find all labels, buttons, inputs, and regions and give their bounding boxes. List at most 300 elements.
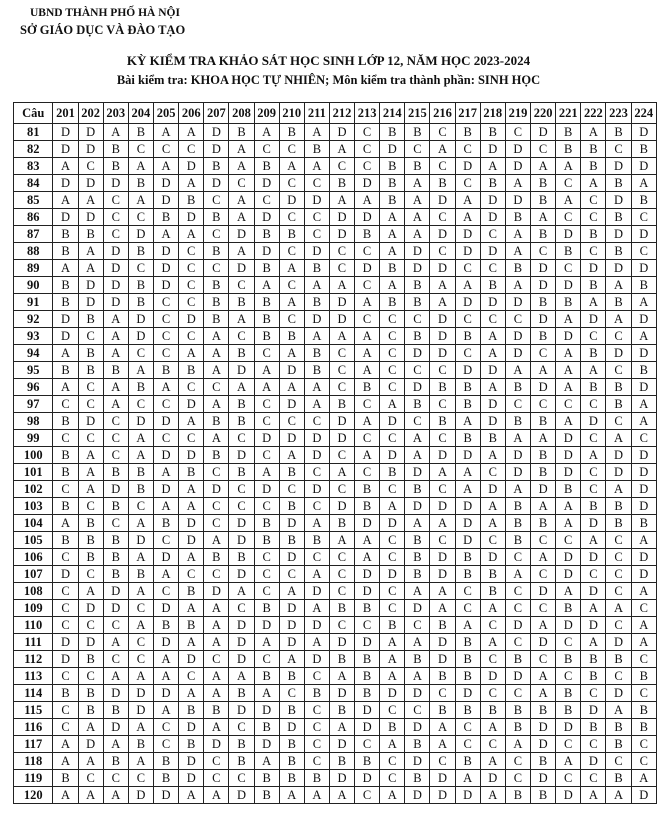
answer-cell: A (128, 158, 153, 175)
answer-cell: B (154, 209, 179, 226)
answer-cell: B (531, 192, 556, 209)
answer-cell: C (154, 719, 179, 736)
answer-cell: A (355, 362, 380, 379)
answer-cell: B (154, 362, 179, 379)
answer-cell: D (505, 447, 530, 464)
answer-cell: C (229, 430, 254, 447)
answer-cell: A (556, 413, 581, 430)
answer-cell: C (78, 566, 103, 583)
answer-cell: B (78, 362, 103, 379)
answer-cell: A (204, 328, 229, 345)
answer-cell: A (480, 328, 505, 345)
answer-cell: D (304, 583, 329, 600)
answer-cell: D (531, 583, 556, 600)
answer-cell: D (279, 719, 304, 736)
answer-cell: D (154, 175, 179, 192)
answer-cell: D (78, 124, 103, 141)
answer-cell: D (204, 124, 229, 141)
answer-cell: A (480, 447, 505, 464)
answer-cell: B (254, 600, 279, 617)
answer-cell: B (229, 464, 254, 481)
answer-cell: A (505, 430, 530, 447)
answer-cell: D (430, 345, 455, 362)
answer-cell: D (154, 600, 179, 617)
answer-cell: D (329, 430, 354, 447)
answer-cell: B (254, 328, 279, 345)
answer-cell: A (78, 464, 103, 481)
answer-cell: A (631, 175, 656, 192)
answer-cell: D (304, 447, 329, 464)
answer-cell: D (53, 175, 78, 192)
answer-cell: C (405, 311, 430, 328)
answer-cell: C (606, 566, 631, 583)
answer-cell: A (380, 634, 405, 651)
answer-cell: A (455, 192, 480, 209)
answer-cell: A (128, 668, 153, 685)
answer-cell: B (329, 702, 354, 719)
answer-cell: C (455, 600, 480, 617)
answer-cell: B (103, 549, 128, 566)
answer-cell: B (405, 651, 430, 668)
exam-code-header: 212 (329, 103, 354, 124)
answer-cell: B (531, 413, 556, 430)
answer-cell: A (531, 617, 556, 634)
answer-cell: D (581, 549, 606, 566)
answer-cell: B (53, 362, 78, 379)
answer-cell: C (455, 719, 480, 736)
answer-cell: A (53, 736, 78, 753)
answer-cell: C (380, 362, 405, 379)
answer-cell: C (329, 158, 354, 175)
answer-cell: D (128, 532, 153, 549)
answer-cell: C (78, 158, 103, 175)
answer-cell: B (631, 362, 656, 379)
answer-cell: B (279, 736, 304, 753)
answer-cell: D (279, 634, 304, 651)
answer-cell: B (581, 719, 606, 736)
answer-cell: B (254, 226, 279, 243)
answer-cell: A (179, 124, 204, 141)
answer-cell: B (581, 226, 606, 243)
answer-cell: C (355, 124, 380, 141)
answer-cell: D (556, 226, 581, 243)
answer-cell: D (254, 175, 279, 192)
answer-cell: A (53, 787, 78, 804)
answer-cell: C (204, 651, 229, 668)
answer-cell: B (505, 498, 530, 515)
answer-cell: C (505, 549, 530, 566)
answer-cell: B (531, 328, 556, 345)
answer-cell: B (606, 294, 631, 311)
answer-cell: A (254, 464, 279, 481)
answer-cell: B (53, 685, 78, 702)
answer-cell: D (279, 430, 304, 447)
answer-cell: C (179, 277, 204, 294)
answer-cell: D (581, 753, 606, 770)
answer-cell: C (480, 311, 505, 328)
answer-cell: C (304, 702, 329, 719)
answer-cell: D (581, 702, 606, 719)
answer-cell: B (505, 702, 530, 719)
answer-cell: A (179, 175, 204, 192)
answer-cell: D (631, 549, 656, 566)
answer-cell: B (531, 753, 556, 770)
table-row (14, 481, 657, 498)
answer-cell: D (455, 787, 480, 804)
answer-cell: B (254, 515, 279, 532)
answer-cell: C (53, 668, 78, 685)
answer-cell: D (430, 549, 455, 566)
answer-cell: C (556, 668, 581, 685)
answer-cell: C (531, 600, 556, 617)
answer-cell: A (204, 600, 229, 617)
answer-cell: D (455, 498, 480, 515)
question-number: 101 (14, 464, 53, 481)
answer-cell: A (355, 192, 380, 209)
answer-cell: A (179, 787, 204, 804)
answer-cell: A (154, 651, 179, 668)
answer-cell: D (405, 685, 430, 702)
answer-cell: D (154, 447, 179, 464)
answer-cell: D (254, 481, 279, 498)
answer-cell: D (355, 583, 380, 600)
answer-cell: A (631, 396, 656, 413)
answer-cell: A (329, 464, 354, 481)
answer-cell: A (229, 379, 254, 396)
answer-cell: D (254, 617, 279, 634)
answer-cell: B (480, 583, 505, 600)
answer-cell: D (229, 362, 254, 379)
answer-cell: D (355, 209, 380, 226)
answer-cell: D (581, 515, 606, 532)
answer-cell: A (631, 413, 656, 430)
table-row (14, 464, 657, 481)
answer-cell: A (380, 243, 405, 260)
answer-cell: D (179, 515, 204, 532)
answer-cell: B (455, 566, 480, 583)
answer-cell: A (179, 634, 204, 651)
answer-cell: D (430, 566, 455, 583)
exam-code-header: 224 (631, 103, 656, 124)
answer-cell: A (606, 600, 631, 617)
answer-cell: C (606, 328, 631, 345)
exam-code-header: 213 (355, 103, 380, 124)
answer-cell: B (556, 651, 581, 668)
answer-cell: A (556, 498, 581, 515)
answer-cell: D (631, 158, 656, 175)
answer-cell: A (53, 260, 78, 277)
answer-cell: A (128, 430, 153, 447)
answer-cell: C (128, 600, 153, 617)
answer-cell: A (103, 345, 128, 362)
answer-cell: D (128, 685, 153, 702)
answer-cell: C (304, 464, 329, 481)
answer-cell: D (606, 447, 631, 464)
answer-cell: A (204, 430, 229, 447)
answer-cell: A (380, 209, 405, 226)
answer-cell: C (355, 430, 380, 447)
answer-cell: A (179, 345, 204, 362)
answer-cell: A (279, 158, 304, 175)
answer-cell: A (229, 192, 254, 209)
answer-cell: B (154, 515, 179, 532)
answer-cell: D (355, 175, 380, 192)
answer-cell: C (329, 345, 354, 362)
answer-cell: A (531, 158, 556, 175)
answer-cell: B (480, 175, 505, 192)
answer-cell: A (78, 583, 103, 600)
answer-cell: C (254, 396, 279, 413)
answer-cell: C (304, 668, 329, 685)
answer-cell: D (329, 634, 354, 651)
answer-cell: B (204, 447, 229, 464)
question-number: 111 (14, 634, 53, 651)
answer-cell: D (279, 192, 304, 209)
question-number: 89 (14, 260, 53, 277)
answer-cell: B (128, 736, 153, 753)
answer-cell: A (304, 600, 329, 617)
answer-cell: A (254, 634, 279, 651)
question-number: 83 (14, 158, 53, 175)
answer-cell: A (380, 498, 405, 515)
answer-cell: B (179, 583, 204, 600)
answer-cell: C (254, 583, 279, 600)
answer-cell: B (606, 736, 631, 753)
answer-cell: A (405, 447, 430, 464)
answer-cell: D (455, 362, 480, 379)
answer-cell: C (581, 566, 606, 583)
answer-cell: A (53, 345, 78, 362)
answer-cell: C (531, 566, 556, 583)
answer-cell: D (556, 719, 581, 736)
question-number: 117 (14, 736, 53, 753)
exam-code-header: 205 (154, 103, 179, 124)
answer-cell: D (355, 634, 380, 651)
answer-cell: C (179, 430, 204, 447)
answer-cell: A (405, 175, 430, 192)
answer-cell: A (531, 498, 556, 515)
answer-cell: B (204, 277, 229, 294)
answer-cell: B (405, 294, 430, 311)
question-column-header: Câu (14, 103, 53, 124)
question-number: 97 (14, 396, 53, 413)
answer-cell: B (430, 702, 455, 719)
answer-cell: A (279, 651, 304, 668)
answer-cell: B (179, 702, 204, 719)
answer-cell: D (279, 362, 304, 379)
answer-cell: A (581, 787, 606, 804)
answer-cell: D (179, 719, 204, 736)
answer-cell: C (556, 209, 581, 226)
question-number: 87 (14, 226, 53, 243)
answer-cell: A (455, 481, 480, 498)
answer-cell: A (103, 379, 128, 396)
answer-cell: C (254, 447, 279, 464)
answer-cell: B (355, 498, 380, 515)
answer-cell: B (531, 447, 556, 464)
answer-cell: C (78, 770, 103, 787)
answer-cell: B (279, 702, 304, 719)
answer-cell: C (581, 464, 606, 481)
question-number: 86 (14, 209, 53, 226)
answer-cell: B (179, 736, 204, 753)
table-row (14, 345, 657, 362)
answer-cell: B (53, 770, 78, 787)
answer-cell: B (53, 294, 78, 311)
answer-cell: B (606, 651, 631, 668)
answer-cell: B (480, 430, 505, 447)
exam-code-header: 208 (229, 103, 254, 124)
answer-cell: D (304, 651, 329, 668)
answer-cell: A (355, 447, 380, 464)
answer-cell: B (606, 770, 631, 787)
answer-cell: D (606, 685, 631, 702)
answer-cell: D (154, 277, 179, 294)
answer-cell: A (606, 311, 631, 328)
answer-cell: D (329, 685, 354, 702)
page-title: KỲ KIỂM TRA KHẢO SÁT HỌC SINH LỚP 12, NĂM HỌC 2023-2024 (126, 53, 531, 68)
answer-cell: C (455, 260, 480, 277)
answer-cell: A (204, 532, 229, 549)
answer-cell: A (631, 532, 656, 549)
answer-cell: D (304, 192, 329, 209)
answer-cell: C (355, 464, 380, 481)
answer-cell: B (53, 447, 78, 464)
answer-cell: A (380, 668, 405, 685)
exam-code-header: 207 (204, 103, 229, 124)
answer-cell: D (405, 498, 430, 515)
answer-cell: B (304, 362, 329, 379)
answer-cell: C (380, 549, 405, 566)
answer-cell: C (631, 651, 656, 668)
answer-cell: A (531, 209, 556, 226)
answer-cell: B (128, 175, 153, 192)
answer-cell: C (53, 583, 78, 600)
answer-cell: C (430, 753, 455, 770)
answer-cell: A (329, 192, 354, 209)
answer-cell: B (128, 464, 153, 481)
answer-cell: A (279, 345, 304, 362)
answer-cell: B (53, 413, 78, 430)
answer-cell: A (154, 124, 179, 141)
answer-cell: B (304, 345, 329, 362)
question-number: 105 (14, 532, 53, 549)
answer-cell: B (204, 158, 229, 175)
answer-cell: D (179, 753, 204, 770)
answer-cell: A (304, 634, 329, 651)
answer-cell: C (304, 175, 329, 192)
answer-cell: D (405, 753, 430, 770)
answer-cell: C (556, 260, 581, 277)
table-row (14, 362, 657, 379)
answer-cell: D (405, 787, 430, 804)
answer-cell: C (329, 243, 354, 260)
answer-cell: B (78, 226, 103, 243)
answer-cell: D (556, 430, 581, 447)
answer-cell: A (380, 787, 405, 804)
answer-cell: B (455, 668, 480, 685)
answer-cell: D (279, 549, 304, 566)
answer-cell: D (329, 311, 354, 328)
answer-cell: D (480, 141, 505, 158)
answer-cell: D (430, 498, 455, 515)
question-number: 113 (14, 668, 53, 685)
answer-cell: C (53, 702, 78, 719)
answer-cell: A (254, 277, 279, 294)
answer-cell: D (304, 617, 329, 634)
answer-cell: C (380, 345, 405, 362)
answer-cell: A (355, 549, 380, 566)
answer-cell: A (279, 447, 304, 464)
answer-cell: A (631, 770, 656, 787)
question-number: 119 (14, 770, 53, 787)
answer-cell: A (430, 583, 455, 600)
answer-cell: C (154, 430, 179, 447)
answer-cell: A (204, 634, 229, 651)
answer-cell: A (405, 430, 430, 447)
table-row (14, 515, 657, 532)
answer-cell: D (531, 260, 556, 277)
table-row (14, 532, 657, 549)
answer-cell: D (78, 277, 103, 294)
answer-cell: D (480, 362, 505, 379)
question-number: 102 (14, 481, 53, 498)
answer-cell: B (455, 702, 480, 719)
answer-cell: A (254, 379, 279, 396)
answer-cell: D (329, 226, 354, 243)
answer-cell: A (505, 243, 530, 260)
answer-cell: D (154, 634, 179, 651)
answer-cell: C (78, 430, 103, 447)
exam-code-header: 211 (304, 103, 329, 124)
answer-cell: C (154, 736, 179, 753)
answer-cell: A (581, 634, 606, 651)
answer-cell: A (154, 702, 179, 719)
answer-cell: C (128, 770, 153, 787)
exam-code-header: 214 (380, 103, 405, 124)
question-number: 96 (14, 379, 53, 396)
answer-cell: C (128, 634, 153, 651)
answer-cell: D (329, 498, 354, 515)
answer-cell: B (128, 481, 153, 498)
answer-cell: B (531, 175, 556, 192)
answer-cell: D (254, 702, 279, 719)
answer-cell: D (204, 736, 229, 753)
answer-cell: A (531, 668, 556, 685)
answer-cell: D (505, 345, 530, 362)
answer-cell: D (631, 124, 656, 141)
answer-cell: B (405, 396, 430, 413)
answer-cell: D (505, 294, 530, 311)
answer-cell: D (204, 481, 229, 498)
answer-cell: A (556, 192, 581, 209)
answer-cell: A (505, 362, 530, 379)
answer-cell: D (78, 600, 103, 617)
answer-cell: D (430, 192, 455, 209)
table-row (14, 447, 657, 464)
answer-cell: C (505, 753, 530, 770)
answer-cell: A (128, 515, 153, 532)
answer-cell: C (103, 770, 128, 787)
answer-cell: B (355, 379, 380, 396)
answer-cell: A (581, 294, 606, 311)
answer-cell: C (53, 719, 78, 736)
answer-cell: C (279, 277, 304, 294)
answer-cell: D (606, 226, 631, 243)
answer-cell: B (279, 328, 304, 345)
answer-cell: B (606, 243, 631, 260)
answer-cell: C (204, 770, 229, 787)
